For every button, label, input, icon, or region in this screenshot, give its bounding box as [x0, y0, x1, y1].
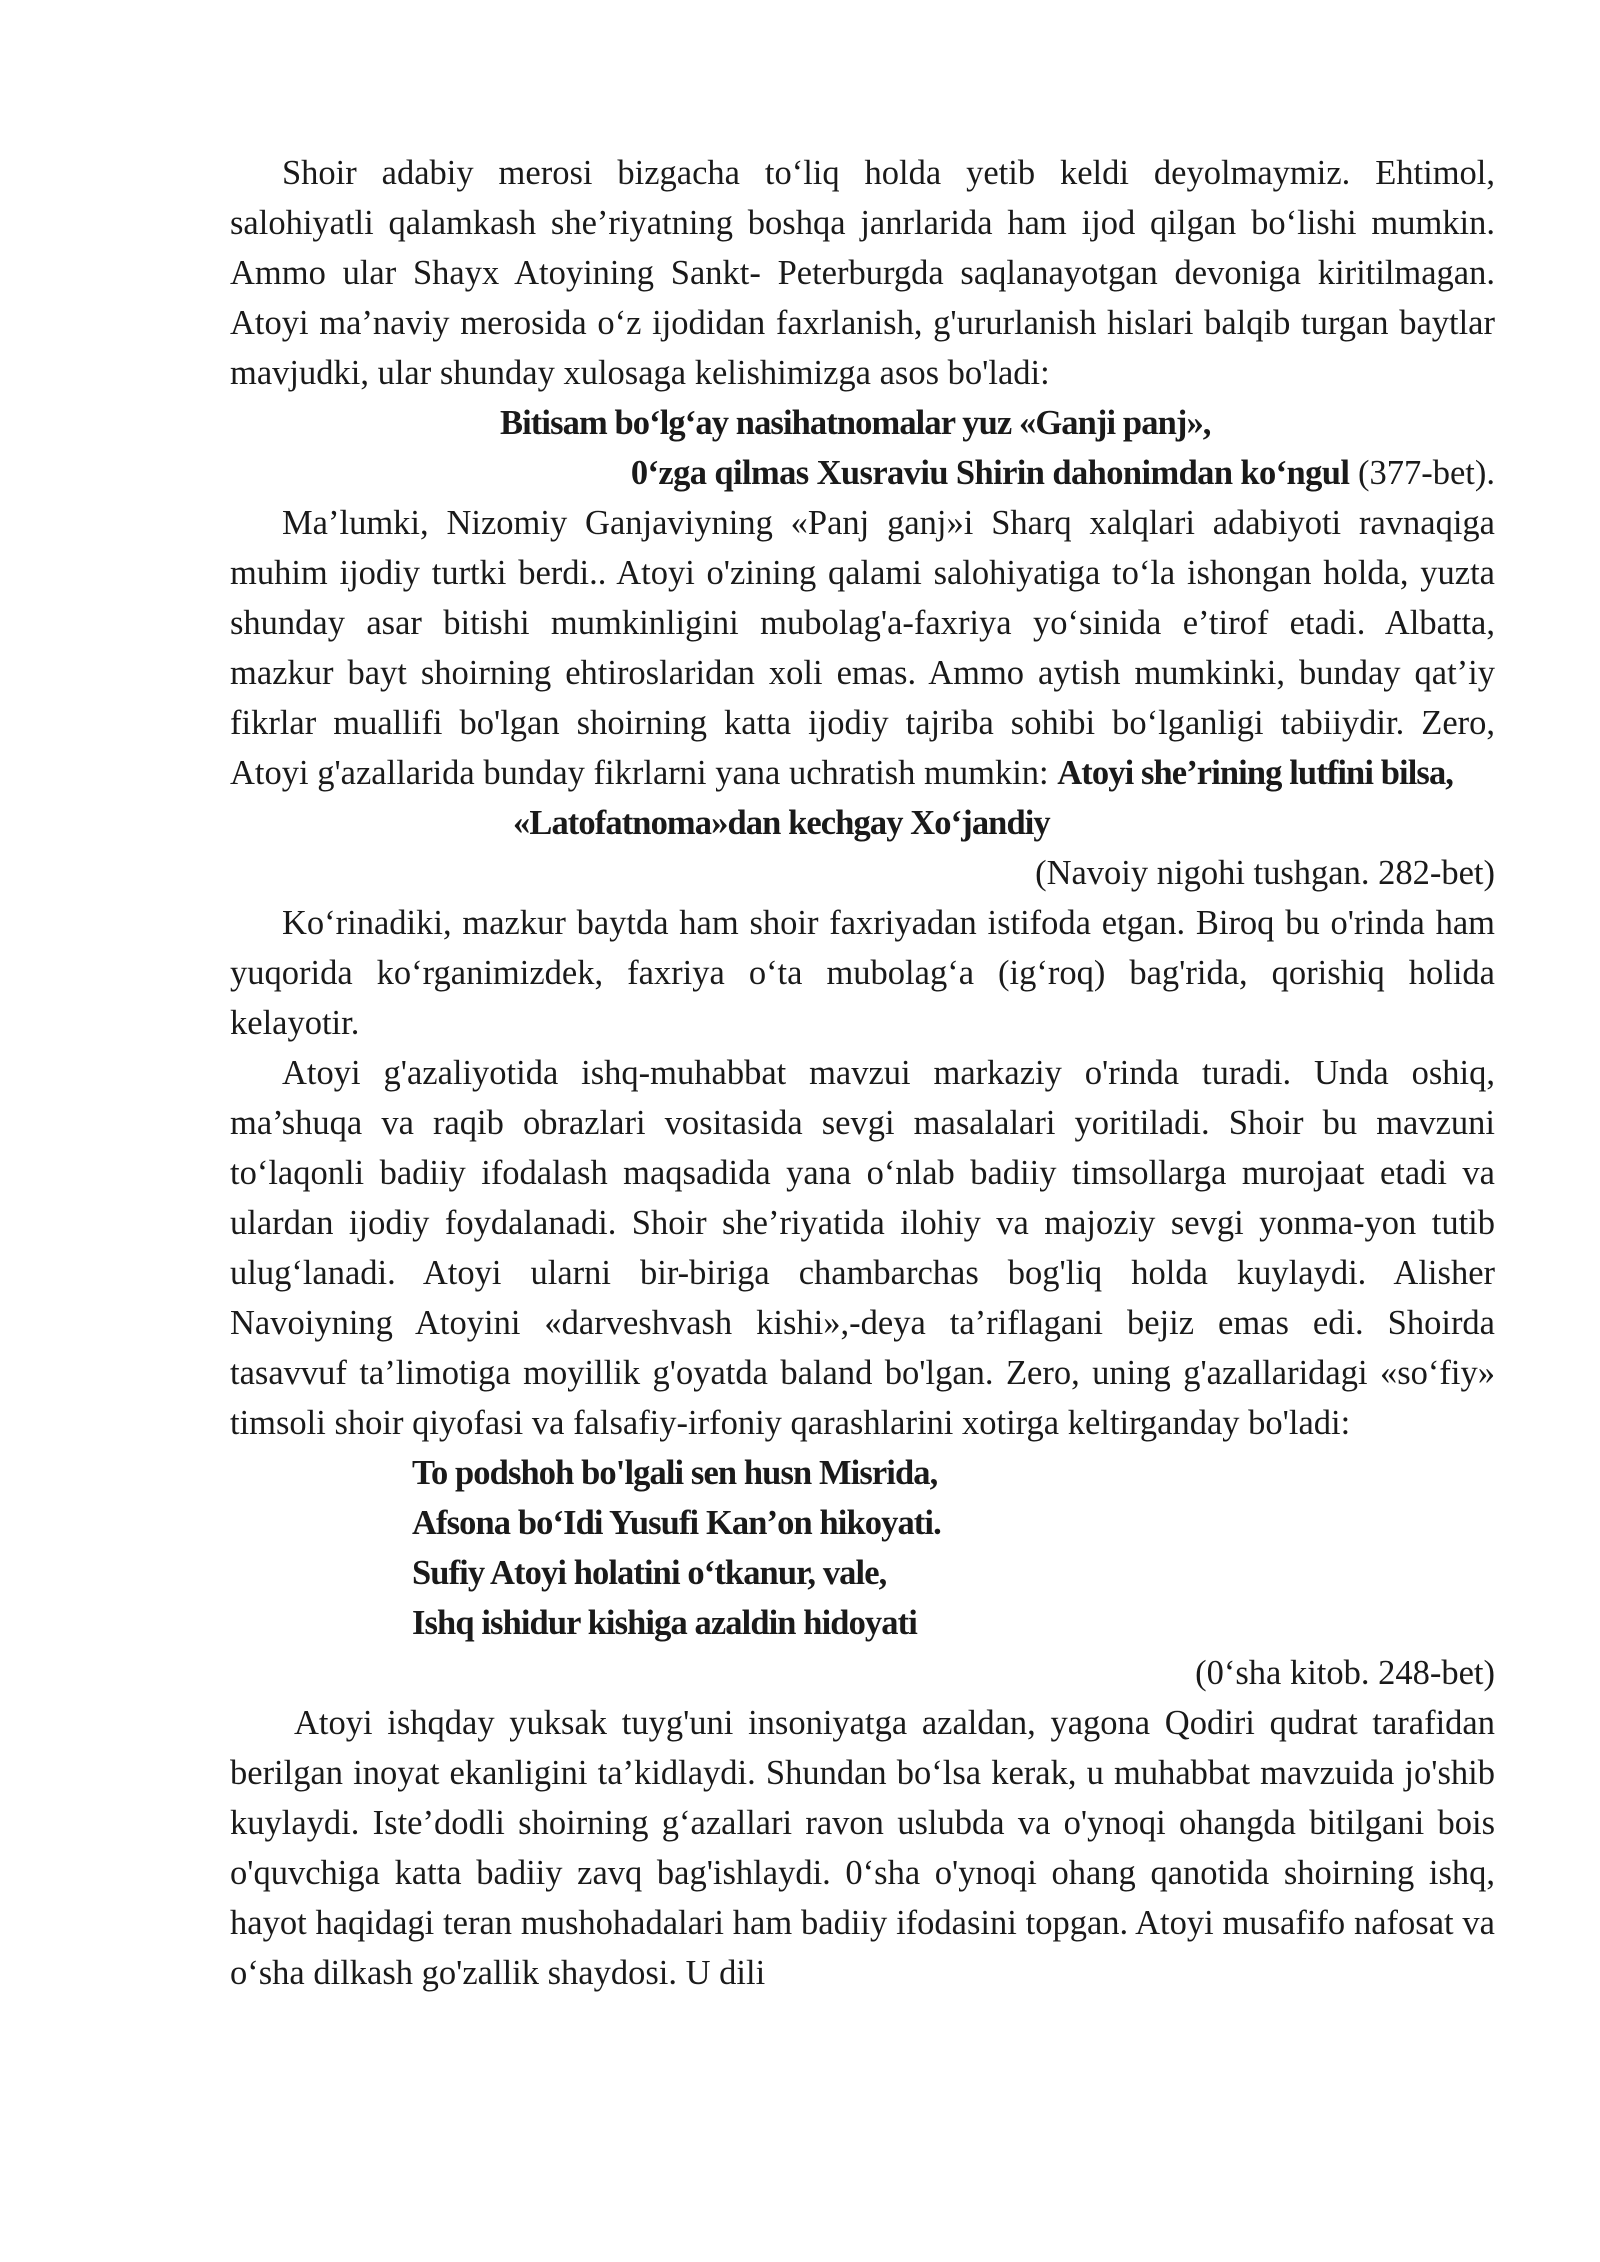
quatrain-line: Sufiy Atoyi holatini o‘tkanur, vale, — [412, 1554, 887, 1592]
verse-2-citation: (Navoiy nigohi tushgan. 282-bet) — [1035, 854, 1495, 892]
verse-1-line-1: Bitisam bo‘lg‘ay nasihatnomalar yuz «Ganji panj», — [500, 404, 1211, 442]
quatrain-line: To podshoh bo'lgali sen husn Misrida, — [412, 1454, 938, 1492]
verse-1-line-2 — [230, 448, 1495, 498]
verse-2-line-2: «Latofatnoma»dan kechgay Xo‘jandiy — [513, 804, 1050, 842]
paragraph-ishq-tuygu: Atoyi ishqday yuksak tuyg'uni insoniyatga azaldan, yagona Qodiri qudrat tarafidan berilgan inoyat ekanligini ta’kidlaydi. Shundan bo‘lsa kerak, u muhabbat mavzuida jo'shib kuylaydi. Iste’dodli shoirning g‘azallari ravon uslubda va o'ynoqi ohangda bitilgani bois o'quvchiga katta badiiy zavq bag'ishlaydi. 0‘sha o'ynoqi ohang qanotida shoirning ishq, hayot haqidagi teran mushohadalari ham badiiy ifodasini topgan. Atoyi musafifo nafosat va o‘sha dilkash go'zallik shaydosi. U dili — [230, 1704, 1495, 1992]
quatrain-line: Ishq ishidur kishiga azaldin hidoyati — [412, 1604, 917, 1642]
paragraph-intro: Shoir adabiy merosi bizgacha to‘liq holda yetib keldi deyolmaymiz. Ehtimol, salohiyatli qalamkash she’riyatning boshqa janrlarida ham ijod qilgan bo‘lishi mumkin. Ammo ular Shayx Atoyining Sankt- Peterburgda saqlanayotgan devoniga kiritilmagan. Atoyi ma’naviy merosida o‘z ijodidan faxrlanish, g'ururlanish hislari balqib turgan baytlar mavjudki, ular shunday xulosaga kelishimizga asos bo'ladi: — [230, 154, 1495, 392]
quatrain-line: Afsona bo‘Idi Yusufi Kan’on hikoyati. — [412, 1504, 941, 1542]
paragraph-ishq-muhabbat: Atoyi g'azaliyotida ishq-muhabbat mavzui markaziy o'rinda turadi. Unda oshiq, ma’shuqa va raqib obrazlari vositasida sevgi masalalari yoritiladi. Shoir bu mavzuni to‘laqonli badiiy ifodalash maqsadida yana o‘nlab badiiy timsollarga murojaat etadi va ulardan ijodiy foydalanadi. Shoir she’riyatida ilohiy va majoziy sevgi yonma-yon tutib ulug‘lanadi. Atoyi ularni bir-biriga chambarchas bog'liq holda kuylaydi. Alisher Navoiyning Atoyini «darveshvash kishi»,-deya ta’riflagani bejiz emas edi. Shoirda tasavvuf ta’limotiga moyillik g'oyatda baland bo'lgan. Zero, uning g'azallaridagi «so‘fiy» timsoli shoir qiyofasi va falsafiy-irfoniy qarashlarini xotirga keltirganday bo'ladi: — [230, 1054, 1495, 1442]
paragraph-panj-ganj-text: Ma’lumki, Nizomiy Ganjaviyning «Panj ganj»i Sharq xalqlari adabiyoti ravnaqiga muhim ijodiy turtki berdi.. Atoyi o'zining qalami salohiyatiga to‘la ishongan holda, yuzta shunday asar bitishi mumkinligini mubolag'a-faxriya yo‘sinida e’tirof etadi. Albatta, mazkur bayt shoirning ehtiroslaridan xoli emas. Ammo aytish mumkinki, bunday qat’iy fikrlar muallifi bo'lgan shoirning katta ijodiy tajriba sohibi bo‘lganligi tabiiydir. Zero, Atoyi g'azallarida bunday fikrlarni yana uchratish mumkin: — [230, 504, 1495, 792]
verse-2-line-1: Atoyi she’rining lutfini bilsa, — [1057, 754, 1454, 792]
paragraph-faxriya: Ko‘rinadiki, mazkur baytda ham shoir faxriyadan istifoda etgan. Biroq bu o'rinda ham yuqorida ko‘rganimizdek, faxriya o‘ta mubolag‘a (ig‘roq) bag'rida, qorishiq holida kelayotir. — [230, 904, 1495, 1042]
document-page — [230, 148, 1495, 1998]
quatrain — [230, 1448, 1495, 1648]
verse-1-line-2-text: 0‘zga qilmas Xusraviu Shirin dahonimdan ko‘ngul — [630, 454, 1350, 492]
paragraph-panj-ganj — [230, 498, 1495, 798]
verse-1-citation: (377-bet). — [1349, 454, 1495, 492]
quatrain-citation: (0‘sha kitob. 248-bet) — [1195, 1654, 1495, 1692]
